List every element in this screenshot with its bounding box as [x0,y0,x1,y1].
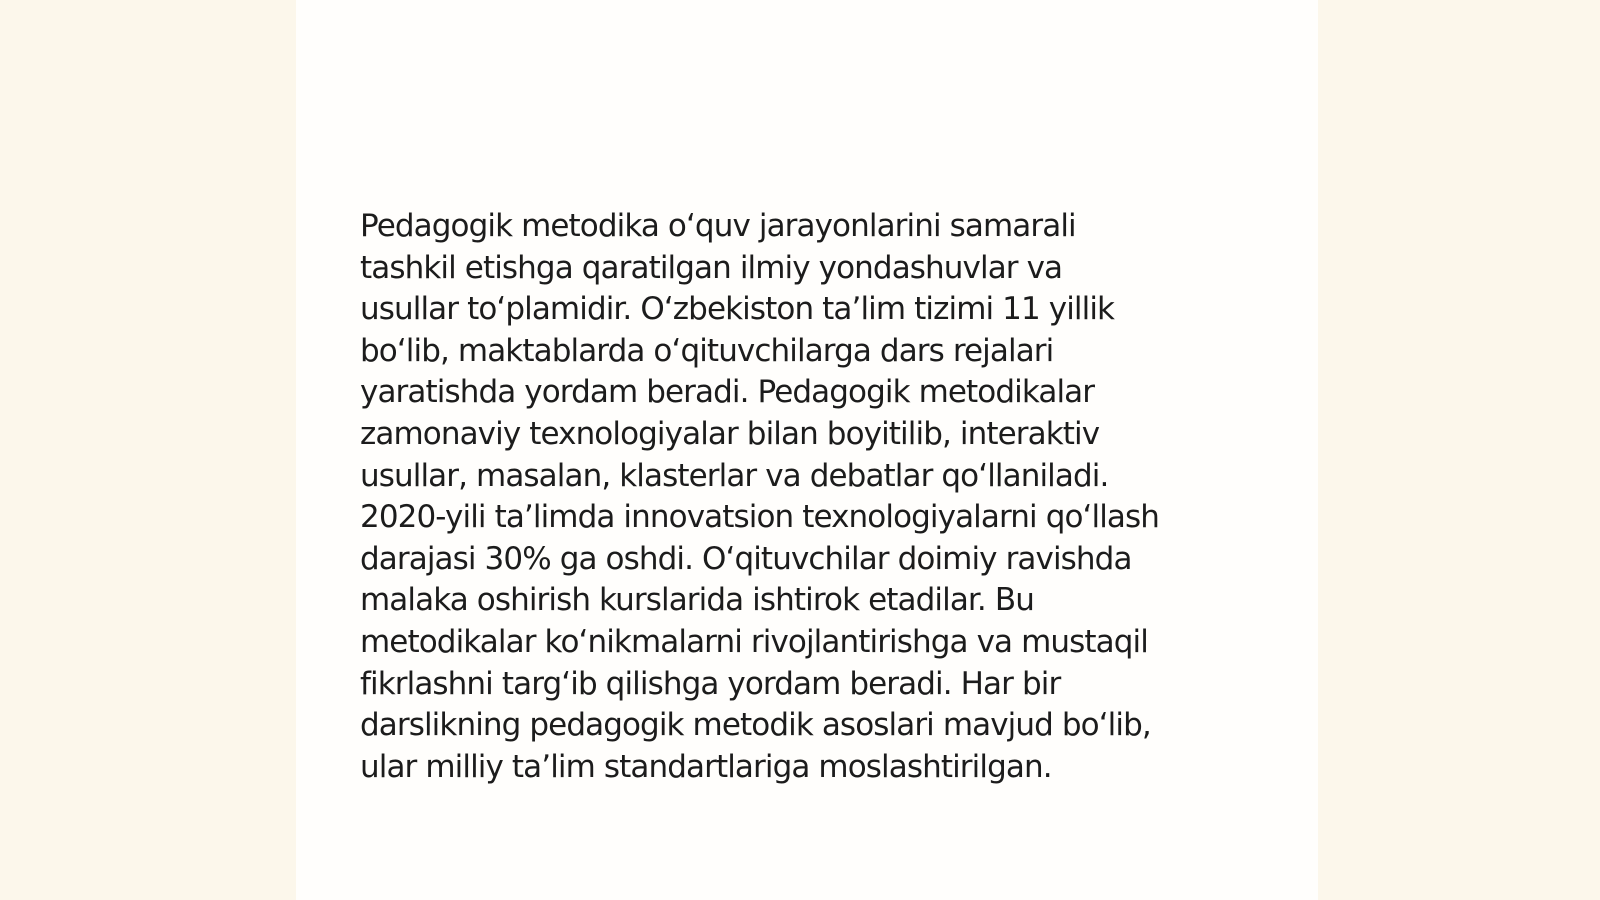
paragraph-line: tashkil etishga qaratilgan ilmiy yondashuvlar va [360,249,1063,286]
paragraph-line: usullar, masalan, klasterlar va debatlar qo‘llaniladi. [360,457,1109,494]
paragraph-line: usullar to‘plamidir. O‘zbekiston ta’lim tizimi 11 yillik [360,291,1115,328]
paragraph-line: darajasi 30% ga oshdi. O‘qituvchilar doimiy ravishda [360,540,1132,577]
paragraph-line: 2020-yili ta’limda innovatsion texnologiyalarni qo‘llash [360,499,1160,536]
paragraph-line: malaka oshirish kurslarida ishtirok etadilar. Bu [360,582,1034,619]
paragraph-line: fikrlashni targ‘ib qilishga yordam beradi. Har bir [360,665,1061,702]
paragraph-line: yaratishda yordam beradi. Pedagogik metodikalar [360,374,1095,411]
paragraph-line: metodikalar ko‘nikmalarni rivojlantirishga va mustaqil [360,623,1148,660]
paragraph-line: ular milliy ta’lim standartlariga moslashtirilgan. [360,748,1052,785]
paragraph-line: Pedagogik metodika o‘quv jarayonlarini samarali [360,208,1076,244]
body-paragraph [360,206,1300,788]
paragraph-line: darslikning pedagogik metodik asoslari mavjud bo‘lib, [360,707,1151,744]
paragraph-line: zamonaviy texnologiyalar bilan boyitilib, interaktiv [360,415,1100,452]
document-page [296,0,1318,900]
paragraph-line: bo‘lib, maktablarda o‘qituvchilarga dars rejalari [360,332,1054,369]
